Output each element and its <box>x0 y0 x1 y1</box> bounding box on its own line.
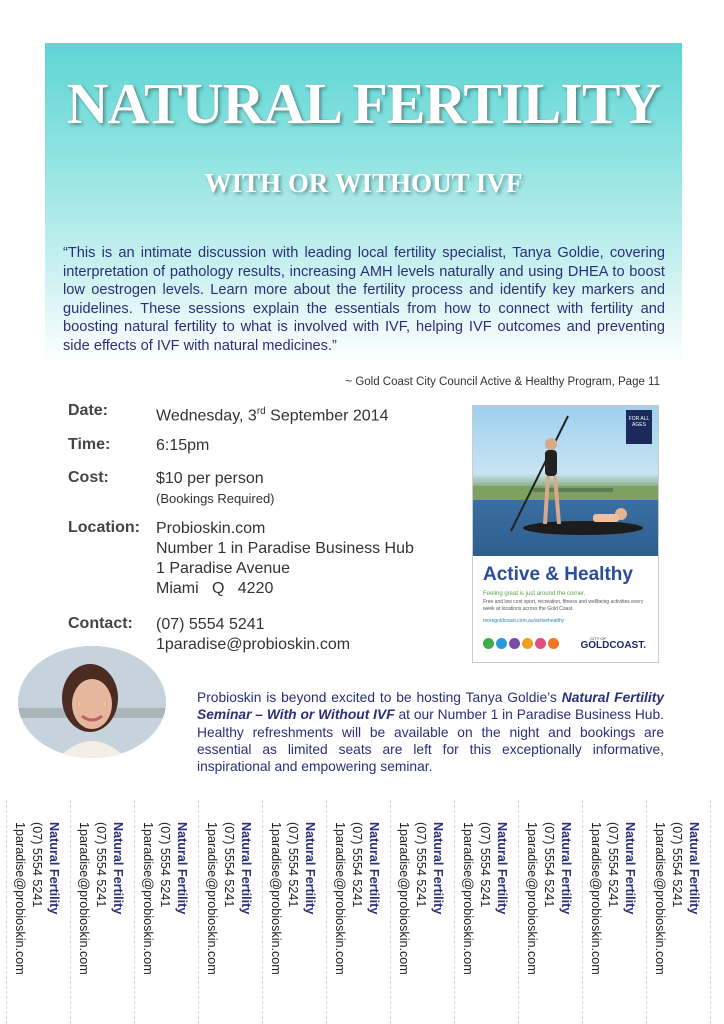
tear-off-tab[interactable] <box>134 800 198 1024</box>
tab-title: Natural Fertility <box>559 822 573 915</box>
tab-phone: (07) 5554 5241 <box>94 822 108 908</box>
tab-title: Natural Fertility <box>303 822 317 915</box>
quote-text: “This is an intimate discussion with leading local fertility specialist, Tanya Goldie, covering interpretation of pathology results, increasing AMH levels naturally and using DHEA to boost low oestrogen levels. Learn more about the fertility process and identify key markers and guidelines. These sessions explain the essentials from how to connect with fertility and boosting natural fertility to what is involved with IVF, helping IVF outcomes and preventing side effects of IVF with natural medicines.” <box>63 245 665 354</box>
tab-phone: (07) 5554 5241 <box>414 822 428 908</box>
tab-title: Natural Fertility <box>687 822 701 915</box>
paddleboard-photo <box>473 406 658 556</box>
tab-title: Natural Fertility <box>623 822 637 915</box>
tear-off-tab[interactable] <box>582 800 646 1024</box>
location-line: Miami Q 4220 <box>156 580 274 597</box>
date-label: Date: <box>68 402 109 419</box>
page-title: NATURAL FERTILITY <box>66 71 661 136</box>
tear-off-tab[interactable] <box>262 800 326 1024</box>
tab-phone: (07) 5554 5241 <box>350 822 364 908</box>
tear-off-tab[interactable] <box>326 800 390 1024</box>
seminar-description <box>197 689 664 775</box>
tab-email: 1paradise@probioskin.com <box>77 822 91 975</box>
contact-value <box>156 615 350 655</box>
tab-email: 1paradise@probioskin.com <box>461 822 475 975</box>
tab-email: 1paradise@probioskin.com <box>653 822 667 975</box>
quote-attribution: ~ Gold Coast City Council Active & Healthy Program, Page 11 <box>345 376 660 388</box>
cost-note: (Bookings Required) <box>156 491 275 506</box>
tab-email: 1paradise@probioskin.com <box>13 822 27 975</box>
tear-off-tab[interactable] <box>390 800 454 1024</box>
active-healthy-ad <box>472 405 659 663</box>
location-line: Probioskin.com <box>156 520 266 537</box>
activity-icon <box>522 638 533 649</box>
tear-off-tab[interactable] <box>198 800 262 1024</box>
gold-coast-logo: GOLDCOAST. <box>580 640 646 651</box>
ad-title: Active & Healthy <box>483 564 633 585</box>
ad-tagline: Feeling great is just around the corner. <box>483 591 586 597</box>
cost-amount: $10 per person <box>156 470 264 487</box>
tab-phone: (07) 5554 5241 <box>542 822 556 908</box>
tear-off-tab[interactable] <box>518 800 582 1024</box>
tab-email: 1paradise@probioskin.com <box>205 822 219 975</box>
tab-phone: (07) 5554 5241 <box>222 822 236 908</box>
ad-url: moregoldcoast.com.au/activehealthy <box>483 618 565 624</box>
tab-phone: (07) 5554 5241 <box>606 822 620 908</box>
activity-icon <box>496 638 507 649</box>
activity-icon <box>509 638 520 649</box>
cost-value <box>156 469 275 509</box>
location-line: Number 1 in Paradise Business Hub <box>156 540 414 557</box>
activity-icon <box>548 638 559 649</box>
tear-off-tab[interactable] <box>70 800 134 1024</box>
tab-email: 1paradise@probioskin.com <box>141 822 155 975</box>
tear-off-tab[interactable] <box>454 800 518 1024</box>
contact-phone: (07) 5554 5241 <box>156 616 265 633</box>
contact-label: Contact: <box>68 615 133 632</box>
tab-email: 1paradise@probioskin.com <box>525 822 539 975</box>
seminar-rest: at our Number 1 in Paradise Business Hub. Healthy refreshments will be available on the night and bookings are essential as limited seats are left for this exceptionally informative, inspirational and empowering seminar. <box>197 707 664 775</box>
seminar-highlight: Natural Fertility Seminar – With or Without IVF <box>197 690 664 723</box>
tab-email: 1paradise@probioskin.com <box>397 822 411 975</box>
ad-activity-icons <box>483 638 559 649</box>
date-value-suffix: rd <box>256 406 266 417</box>
seminar-intro: Probioskin is beyond excited to be hosting Tanya Goldie’s <box>197 690 562 705</box>
activity-icon <box>483 638 494 649</box>
tab-phone: (07) 5554 5241 <box>478 822 492 908</box>
contact-email: 1paradise@probioskin.com <box>156 636 351 653</box>
city-logo-prefix: CITY OF <box>590 636 606 641</box>
for-all-ages-badge <box>626 410 652 444</box>
badge-text: FOR ALL AGES <box>628 416 650 428</box>
location-value <box>156 519 414 599</box>
activity-icon <box>535 638 546 649</box>
tab-title: Natural Fertility <box>47 822 61 915</box>
tab-email: 1paradise@probioskin.com <box>269 822 283 975</box>
tear-off-tab[interactable] <box>6 800 70 1024</box>
date-value <box>156 402 388 426</box>
tab-title: Natural Fertility <box>175 822 189 915</box>
portrait-illustration <box>18 646 166 758</box>
tab-phone: (07) 5554 5241 <box>286 822 300 908</box>
tab-email: 1paradise@probioskin.com <box>589 822 603 975</box>
tab-title: Natural Fertility <box>431 822 445 915</box>
tab-email: 1paradise@probioskin.com <box>333 822 347 975</box>
time-value: 6:15pm <box>156 437 210 454</box>
ad-description: Free and low cost sport, recreation, fitness and wellbeing activities every week at locations across the Gold Coast. <box>483 599 644 612</box>
tab-phone: (07) 5554 5241 <box>158 822 172 908</box>
tab-title: Natural Fertility <box>367 822 381 915</box>
cost-label: Cost: <box>68 469 109 486</box>
speaker-portrait <box>18 646 166 758</box>
date-value-month: September 2014 <box>265 407 389 425</box>
tab-title: Natural Fertility <box>495 822 509 915</box>
location-line: 1 Paradise Avenue <box>156 560 291 577</box>
time-label: Time: <box>68 436 111 453</box>
tear-off-tabs <box>0 800 724 1024</box>
page-subtitle: WITH OR WITHOUT IVF <box>204 168 523 198</box>
date-value-day: Wednesday, 3 <box>156 407 257 425</box>
tab-phone: (07) 5554 5241 <box>670 822 684 908</box>
location-label: Location: <box>68 519 140 536</box>
tab-divider <box>710 800 711 1024</box>
tear-off-tab[interactable] <box>646 800 710 1024</box>
tab-phone: (07) 5554 5241 <box>30 822 44 908</box>
tab-title: Natural Fertility <box>239 822 253 915</box>
tab-title: Natural Fertility <box>111 822 125 915</box>
